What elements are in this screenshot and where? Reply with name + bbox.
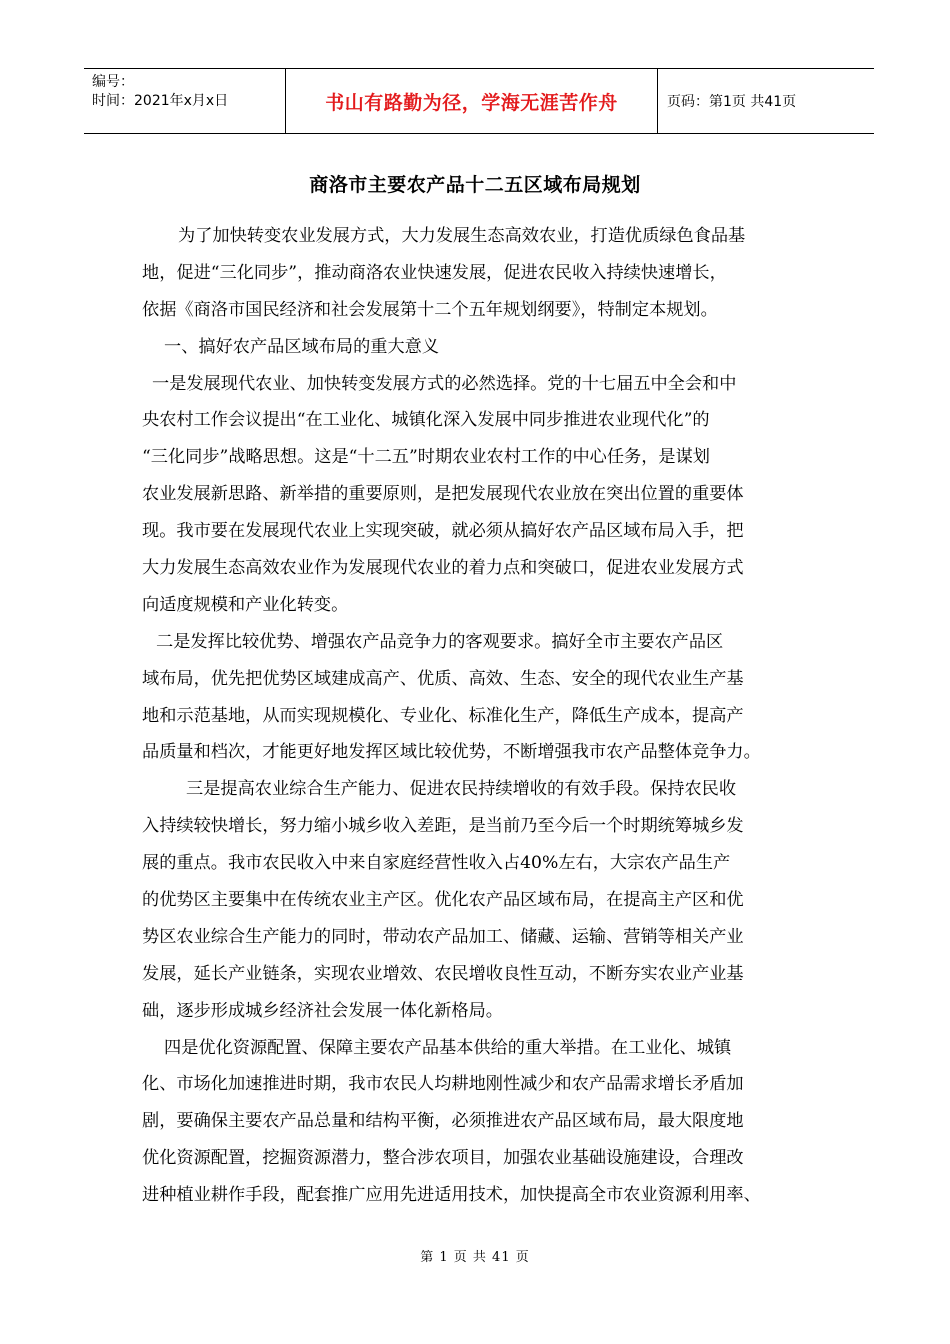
body-text-line: 向适度规模和产业化转变。 — [142, 594, 349, 615]
body-text-line: 优化资源配置，挖掘资源潜力，整合涉农项目，加强农业基础设施建设，合理改 — [142, 1148, 744, 1169]
body-text-line: 础，逐步形成城乡经济社会发展一体化新格局。 — [142, 1000, 503, 1021]
header-page-info: 页码：第1页 共41页 — [667, 94, 797, 110]
document-number-label: 编号： — [92, 74, 134, 90]
body-text-line: 农业发展新思路、新举措的重要原则，是把发展现代农业放在突出位置的重要体 — [142, 484, 744, 505]
body-text-line: 二是发挥比较优势、增强农产品竞争力的客观要求。搞好全市主要农产品区 — [156, 631, 724, 652]
body-text-line: 势区农业综合生产能力的同时，带动农产品加工、储藏、运输、营销等相关产业 — [142, 926, 744, 947]
document-title: 商洛市主要农产品十二五区域布局规划 — [309, 174, 641, 196]
body-text-line: 地和示范基地，从而实现规模化、专业化、标准化生产，降低生产成本，提高产 — [142, 705, 744, 726]
body-text-line: 现。我市要在发展现代农业上实现突破，就必须从搞好农产品区域布局入手，把 — [142, 521, 744, 542]
body-text-line: 三是提高农业综合生产能力、促进农民持续增收的有效手段。保持农民收 — [186, 779, 737, 800]
page-header — [84, 68, 874, 134]
body-text-line: 进种植业耕作手段，配套推广应用先进适用技术，加快提高全市农业资源利用率、 — [142, 1185, 761, 1206]
body-text-line: 域布局，优先把优势区域建成高产、优质、高效、生态、安全的现代农业生产基 — [142, 668, 744, 689]
body-text-line: 的优势区主要集中在传统农业主产区。优化农产品区域布局，在提高主产区和优 — [142, 890, 744, 911]
body-text-line: 发展，延长产业链条，实现农业增效、农民增收良性互动，不断夯实农业产业基 — [142, 963, 744, 984]
body-text-line: 为了加快转变农业发展方式，大力发展生态高效农业，打造优质绿色食品基 — [178, 226, 746, 246]
body-text-line: 一、搞好农产品区域布局的重大意义 — [164, 336, 440, 357]
body-text-line: “三化同步”战略思想。这是“十二五”时期农业农村工作的中心任务，是谋划 — [142, 447, 710, 468]
header-meta-cell — [84, 69, 286, 133]
body-text-line: 四是优化资源配置、保障主要农产品基本供给的重大举措。在工业化、城镇 — [164, 1037, 732, 1058]
body-text-line: 剧，要确保主要农产品总量和结构平衡，必须推进农产品区域布局，最大限度地 — [142, 1111, 744, 1132]
body-text-line: 化、市场化加速推进时期，我市农民人均耕地刚性减少和农产品需求增长矛盾加 — [142, 1074, 744, 1095]
body-text-line: 品质量和档次，才能更好地发挥区域比较优势，不断增强我市农产品整体竞争力。 — [142, 742, 761, 763]
header-motto: 书山有路勤为径，学海无涯苦作舟 — [286, 69, 658, 133]
body-text-line: 央农村工作会议提出“在工业化、城镇化深入发展中同步推进农业现代化”的 — [142, 410, 710, 431]
body-text-line: 依据《商洛市国民经济和社会发展第十二个五年规划纲要》，特制定本规划。 — [142, 299, 718, 320]
body-text-line: 入持续较快增长，努力缩小城乡收入差距，是当前乃至今后一个时期统筹城乡发 — [142, 816, 744, 837]
page-footer: 第 1 页 共 41 页 — [420, 1250, 530, 1265]
document-time-label: 时间：2021年x月x日 — [92, 93, 229, 109]
body-text-line: 一是发展现代农业、加快转变发展方式的必然选择。党的十七届五中全会和中 — [152, 373, 737, 394]
document-body — [142, 218, 832, 1214]
body-text-line: 展的重点。我市农民收入中来自家庭经营性收入占40%左右，大宗农产品生产 — [142, 853, 731, 874]
body-text-line: 大力发展生态高效农业作为发展现代农业的着力点和突破口，促进农业发展方式 — [142, 558, 744, 579]
body-text-line: 地，促进“三化同步”，推动商洛农业快速发展，促进农民收入持续快速增长， — [142, 262, 727, 283]
